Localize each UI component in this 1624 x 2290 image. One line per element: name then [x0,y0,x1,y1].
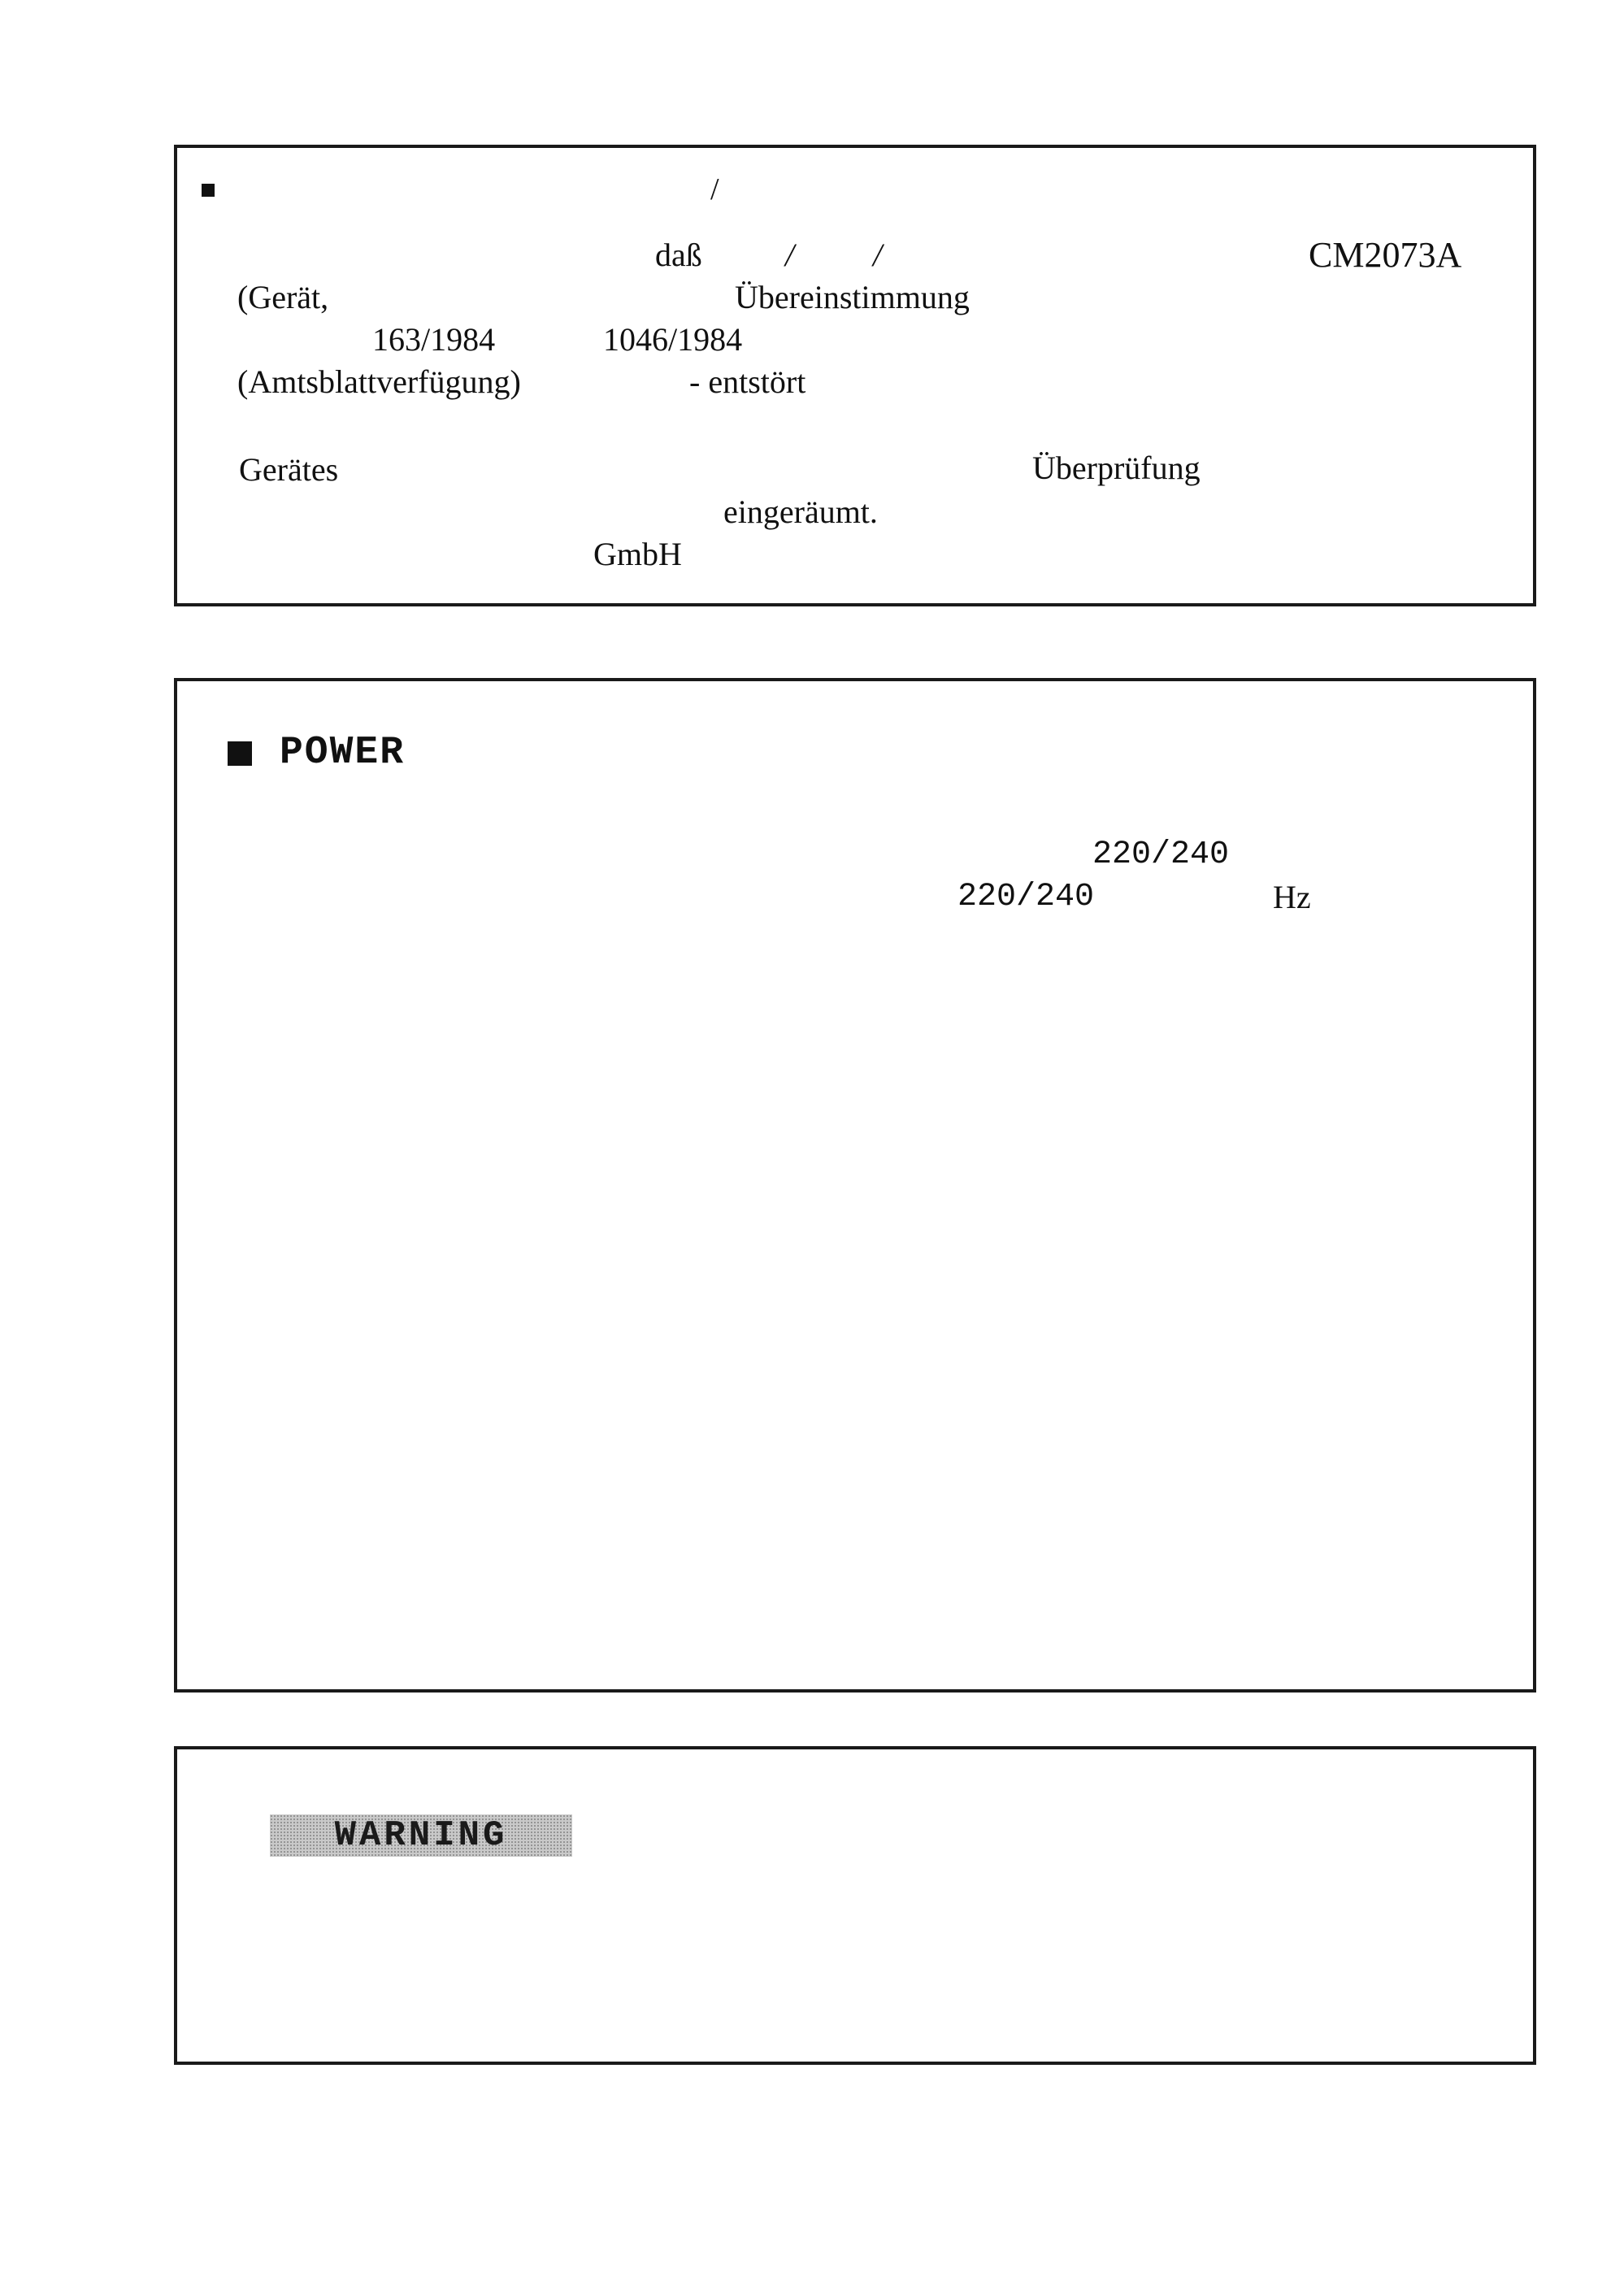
notice-reference-2: 1046/1984 [603,321,743,358]
notice-word-entstoert: - entstört [689,363,806,400]
power-voltage-1: 220/240 [1092,836,1230,873]
notice-word-ueberpruefung: Überprüfung [1032,450,1201,486]
notice-slash-3: / [873,237,883,273]
notice-word-geraetes: Gerätes [239,451,339,488]
notice-slash-2: / [785,237,795,273]
warning-label: WARNING [270,1814,572,1857]
notice-word-geraet: (Gerät, [237,279,329,315]
notice-reference-1: 163/1984 [372,321,496,358]
notice-word-eingeraeumt: eingeräumt. [723,493,878,530]
notice-word-gmbh: GmbH [593,536,682,572]
notice-model-number: CM2073A [1309,235,1462,275]
notice-word-dass: daß [655,237,702,273]
power-frequency-unit: Hz [1273,879,1311,915]
notice-word-uebereinstimmung: Übereinstimmung [735,279,970,315]
notice-bullet-icon [202,184,215,197]
power-section-box [174,678,1536,1693]
power-bullet-icon [228,741,252,766]
notice-word-amtsblatt: (Amtsblattverfügung) [237,363,521,400]
power-heading: POWER [280,731,406,775]
warning-section-box [174,1746,1536,2065]
notice-slash: / [710,172,719,206]
power-voltage-2: 220/240 [957,879,1095,915]
